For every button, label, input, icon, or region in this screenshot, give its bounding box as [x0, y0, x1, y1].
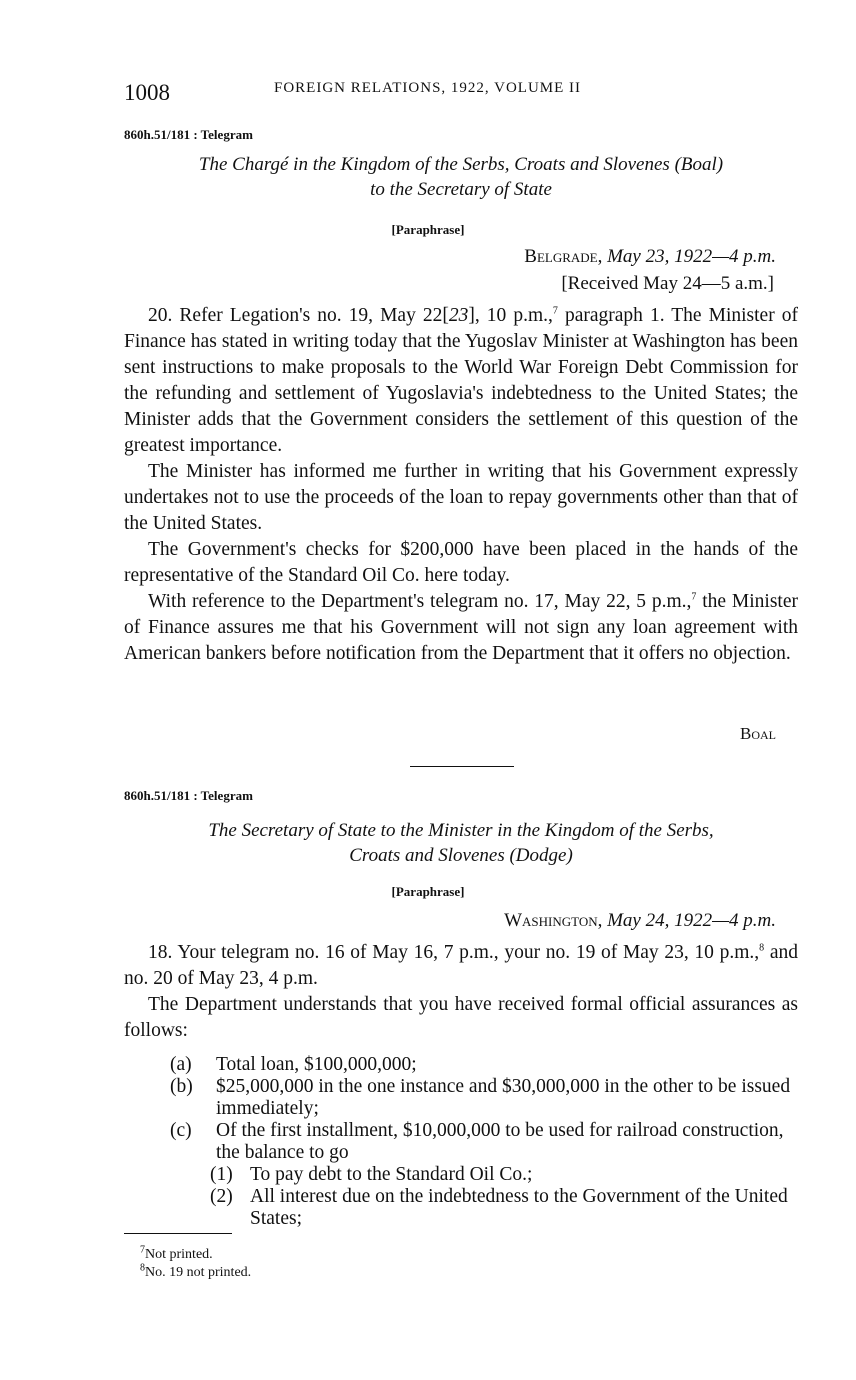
received-line: [Received May 24—5 a.m.]: [561, 273, 774, 294]
title-line: The Secretary of State to the Minister in the Kingdom of the Serbs,: [208, 820, 714, 841]
footnote-ref: 7: [552, 305, 558, 317]
footnote-ref: 7: [691, 591, 697, 603]
section-divider: [410, 766, 514, 767]
document-title: [124, 818, 798, 868]
footnote-rule: [124, 1233, 232, 1234]
paraphrase-label: [Paraphrase]: [391, 884, 465, 899]
list-item: (a) Total loan, $100,000,000;: [170, 1054, 417, 1075]
list-item: (2) All interest due on the indebtedness to the Government of the United States;: [210, 1186, 788, 1229]
page-number: 1008: [124, 80, 170, 105]
telegram-body: [124, 303, 798, 667]
running-title: FOREIGN RELATIONS, 1922, VOLUME II: [274, 80, 582, 96]
list-item: (c) Of the first installment, $10,000,000 to be used for railroad construction, the balance to go: [170, 1120, 784, 1163]
paragraph: The Government's checks for $200,000 have been placed in the hands of the representative of the Standard Oil Co. here today.: [124, 539, 798, 586]
paragraph: With reference to the Department's telegram no. 17, May 22, 5 p.m.,$^7$ the Minister of Finance assures me that his Government will not sign any loan agreement with American bankers before notification from the Department that it offers no objection.: [124, 591, 798, 664]
title-line: Croats and Slovenes (Dodge): [349, 845, 573, 866]
paragraph: The Minister has informed me further in writing that his Government expressly undertakes not to use the proceeds of the loan to repay governments other than that of the United States.: [124, 461, 798, 534]
list-item: (1) To pay debt to the Standard Oil Co.;: [210, 1164, 533, 1185]
paragraph: 20. Refer Legation's no. 19, May 22[23], 10 p.m.,$^7$ paragraph 1. The Minister of Finance has stated in writing today that the Yugoslav Minister at Washington has been sent instructions to make proposals to the World War Foreign Debt Commission for the refunding and settlement of Yugoslavia's indebtedness to the United States; the Minister adds that the Government considers the settlement of this question of the greatest importance.: [124, 305, 798, 456]
assurance-list: [170, 1054, 800, 1230]
document-title: [124, 152, 798, 202]
dateline: [504, 910, 776, 932]
paragraph: 18. Your telegram no. 16 of May 16, 7 p.m., your no. 19 of May 23, 10 p.m.,$^8$ and no. 20 of May 23, 4 p.m.: [124, 942, 798, 989]
list-item: (b) $25,000,000 in the one instance and $30,000,000 in the other to be issued immediately;: [170, 1076, 791, 1119]
dateline: [524, 246, 776, 268]
title-line: The Chargé in the Kingdom of the Serbs, Croats and Slovenes (Boal): [198, 154, 724, 175]
paraphrase-label: [Paraphrase]: [391, 222, 465, 237]
dateline-date: May 24, 1922—4 p.m.: [607, 910, 776, 931]
file-number: 860h.51/181 : Telegram: [124, 127, 253, 142]
telegram-body: [124, 940, 798, 1044]
dateline-place: Washington,: [504, 910, 603, 931]
paragraph: The Department understands that you have received formal official assurances as follows:: [124, 994, 798, 1041]
footnote: $^7$Not printed.: [140, 1244, 213, 1262]
title-line: to the Secretary of State: [370, 179, 552, 200]
footnote: $^8$No. 19 not printed.: [140, 1262, 252, 1280]
dateline-place: Belgrade,: [524, 246, 603, 267]
signature: Boal: [739, 724, 776, 743]
footnote-ref: 8: [759, 942, 765, 954]
file-number: 860h.51/181 : Telegram: [124, 788, 253, 803]
dateline-date: May 23, 1922—4 p.m.: [607, 246, 776, 267]
sub-list: [170, 1164, 800, 1230]
